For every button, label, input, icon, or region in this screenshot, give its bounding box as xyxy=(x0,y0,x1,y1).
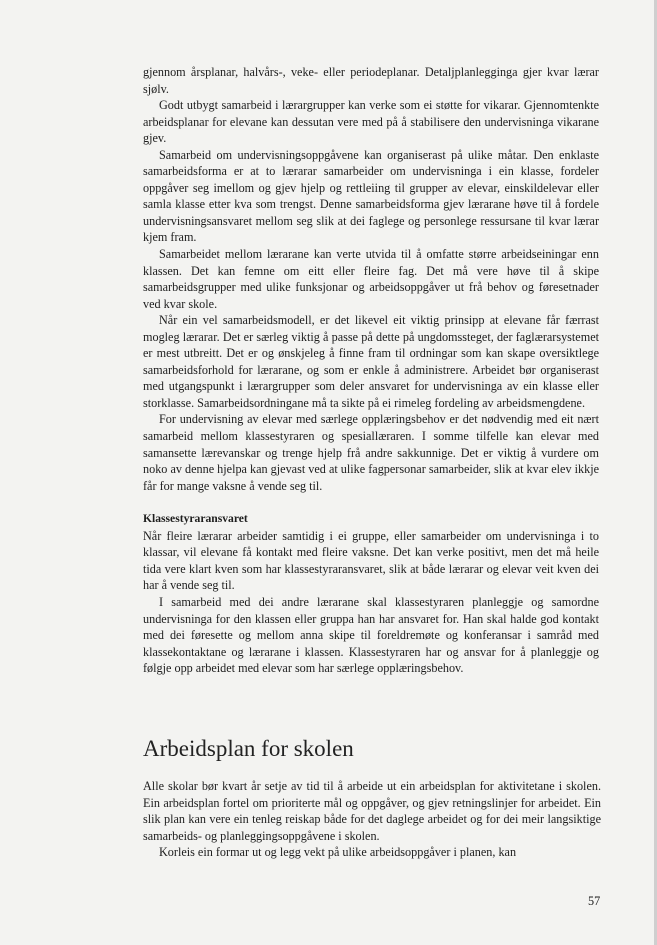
paragraph: gjennom årsplanar, halvårs-, veke- eller periodeplanar. Detaljplanlegginga gjer kvar lærar sjølv. xyxy=(143,65,599,96)
paragraph: Korleis ein formar ut og legg vekt på ulike arbeidsoppgåver i planen, kan xyxy=(159,845,517,860)
paragraph: Når fleire lærarar arbeider samtidig i ei gruppe, eller samarbeider om undervisninga i to klassar, vil elevane få kontakt med fleire vaksne. Det kan verke positivt, men det må heile tida vere klart kven som har klassestyraransvaret, slik at både lærarar og elevar veit kven dei har å vende seg til. xyxy=(143,528,599,593)
body-text-upper xyxy=(143,64,599,677)
subheading: Klassestyraransvaret xyxy=(143,512,248,526)
page-number: 57 xyxy=(588,894,601,908)
paragraph: Godt utbygt samarbeid i lærargrupper kan verke som ei støtte for vikarar. Gjennomtenkte arbeidsplanar for elevane kan dessutan vere med på å stabilisere den undervisninga vikarane gjev. xyxy=(143,98,599,146)
body-text-lower xyxy=(143,778,601,861)
paragraph: Alle skolar bør kvart år setje av tid til å arbeide ut ein arbeidsplan for aktivitetane i skolen. Ein arbeidsplan fortel om prioriterte mål og oppgåver, og gjev retningslinjer for arbeidet. Ein slik plan kan vere ein tenleg reiskap både for det daglege arbeidet og for dei meir langsiktige samarbeids- og planleggingsoppgåvene i skolen. xyxy=(143,779,601,843)
paragraph: For undervisning av elevar med særlege opplæringsbehov er det nødvendig med eit nært samarbeid mellom klassestyraren og spesiallæraren. I somme tilfelle kan elevar med samansette lærevanskar og trenge hjelp frå andre sakkunnige. Det er viktig å vurdere om noko av denne hjelpa kan gjevast ved at ulike fagpersonar samarbeider, slik at kvar elev ikkje får for mange vaksne å vende seg til. xyxy=(143,412,599,493)
section-gap xyxy=(143,494,599,511)
paragraph: Samarbeid om undervisningsoppgåvene kan organiserast på ulike måtar. Den enklaste samarbeidsforma er at to lærarar samarbeider om undervisninga i ein klasse, fordeler oppgåver seg imellom og gjev hjelp og rettleiing til grupper av elevar, einskildelevar eller samla klasse etter kva som trengst. Denne samarbeidsforma gjev lærarane høve til å fordele undervisningsansvaret mellom seg slik at dei faglege og personlege ressursane til kvar lærar kjem fram. xyxy=(143,147,599,245)
paragraph: Samarbeidet mellom lærarane kan verte utvida til å omfatte større arbeidseiningar enn klassen. Det kan femne om eitt eller fleire fag. Det må vere høve til å skipe samarbeidsgrupper med ulike funksjonar og arbeidsoppgåver ut frå behov og føresetnader ved kvar skole. xyxy=(143,247,599,311)
paragraph: I samarbeid med dei andre lærarane skal klassestyraren planleggje og samordne undervisninga for den klassen eller gruppa han har ansvaret for. Han skal halde god kontakt med dei føresette og mellom anna skipe til foreldremøte og konferansar i samråd med klassekontaktane og lærarane i klassen. Klassestyraren har og ansvar for å planleggje og følgje opp arbeidet med elevar som har særlege opplæringsbehov. xyxy=(143,594,599,676)
section-heading: Arbeidsplan for skolen xyxy=(143,736,354,761)
paragraph: Når ein vel samarbeidsmodell, er det likevel eit viktig prinsipp at elevane får færrast mogleg lærarar. Det er særleg viktig å passe på dette på ungdomssteget, der faglærarsystemet er mest utbreitt. Det er og ønskjeleg å finne fram til ordningar som kan skape oversiktlege samarbeidsforhold for lærarane, og som er enkle å administrere. Arbeidet bør organiserast med utgangspunkt i lærargrupper som deler ansvaret for undervisninga av ein klasse eller storklasse. Samarbeidsordningane må ta sikte på ei rimeleg fordeling av arbeidsmengdene. xyxy=(143,313,599,410)
